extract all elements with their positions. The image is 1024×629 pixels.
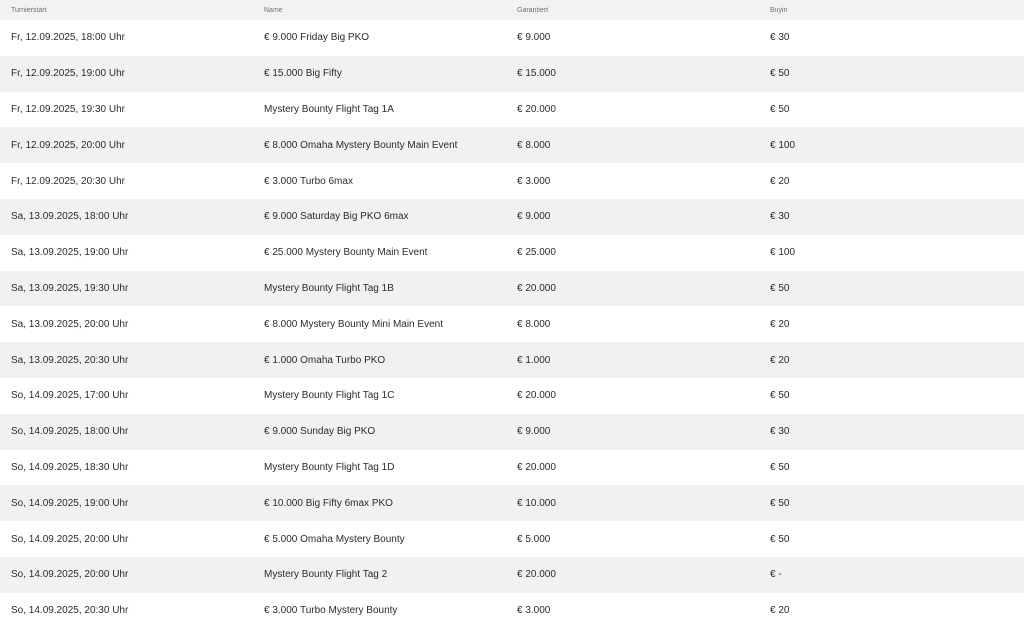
- cell-name: € 3.000 Turbo Mystery Bounty: [264, 605, 398, 617]
- cell-garantiert: € 15.000: [517, 68, 556, 80]
- table-row[interactable]: [0, 378, 1024, 414]
- cell-name: Mystery Bounty Flight Tag 1A: [264, 103, 394, 115]
- table-row[interactable]: [0, 557, 1024, 593]
- cell-buyin: € 50: [770, 497, 790, 509]
- cell-garantiert: € 20.000: [517, 282, 556, 294]
- cell-garantiert: € 1.000: [517, 354, 551, 366]
- cell-turnierstart: Fr, 12.09.2025, 20:00 Uhr: [11, 139, 125, 151]
- cell-name: € 5.000 Omaha Mystery Bounty: [264, 533, 405, 545]
- table-row[interactable]: [0, 342, 1024, 378]
- cell-name: Mystery Bounty Flight Tag 1C: [264, 390, 395, 402]
- cell-turnierstart: So, 14.09.2025, 19:00 Uhr: [11, 497, 129, 509]
- cell-turnierstart: Fr, 12.09.2025, 20:30 Uhr: [11, 175, 125, 187]
- cell-buyin: € 100: [770, 247, 796, 259]
- cell-buyin: € 50: [770, 390, 790, 402]
- cell-garantiert: € 20.000: [517, 103, 556, 115]
- cell-name: Mystery Bounty Flight Tag 1B: [264, 282, 394, 294]
- table-row[interactable]: [0, 20, 1024, 56]
- header-buyin[interactable]: Buyin: [770, 6, 788, 14]
- cell-turnierstart: Fr, 12.09.2025, 19:30 Uhr: [11, 103, 125, 115]
- table-row[interactable]: [0, 199, 1024, 235]
- table-row[interactable]: [0, 450, 1024, 486]
- header-turnierstart[interactable]: Turnierstart: [11, 6, 47, 14]
- cell-buyin: € -: [770, 569, 782, 581]
- cell-garantiert: € 8.000: [517, 318, 551, 330]
- cell-turnierstart: So, 14.09.2025, 20:00 Uhr: [11, 569, 129, 581]
- cell-turnierstart: Sa, 13.09.2025, 18:00 Uhr: [11, 211, 129, 223]
- cell-garantiert: € 20.000: [517, 390, 556, 402]
- table-row[interactable]: [0, 593, 1024, 629]
- cell-garantiert: € 25.000: [517, 247, 556, 259]
- cell-garantiert: € 9.000: [517, 211, 551, 223]
- cell-buyin: € 50: [770, 68, 790, 80]
- table-row[interactable]: [0, 56, 1024, 92]
- cell-turnierstart: Fr, 12.09.2025, 18:00 Uhr: [11, 32, 125, 44]
- cell-buyin: € 30: [770, 426, 790, 438]
- cell-garantiert: € 5.000: [517, 533, 551, 545]
- cell-garantiert: € 9.000: [517, 32, 551, 44]
- cell-name: Mystery Bounty Flight Tag 2: [264, 569, 388, 581]
- cell-name: € 8.000 Mystery Bounty Mini Main Event: [264, 318, 443, 330]
- cell-buyin: € 20: [770, 605, 790, 617]
- cell-buyin: € 50: [770, 282, 790, 294]
- cell-name: Mystery Bounty Flight Tag 1D: [264, 461, 395, 473]
- table-row[interactable]: [0, 127, 1024, 163]
- cell-turnierstart: So, 14.09.2025, 18:30 Uhr: [11, 461, 129, 473]
- cell-name: € 1.000 Omaha Turbo PKO: [264, 354, 386, 366]
- table-header: [0, 0, 1024, 20]
- table-row[interactable]: [0, 306, 1024, 342]
- cell-name: € 10.000 Big Fifty 6max PKO: [264, 497, 393, 509]
- cell-buyin: € 30: [770, 211, 790, 223]
- cell-name: € 9.000 Saturday Big PKO 6max: [264, 211, 409, 223]
- cell-buyin: € 30: [770, 32, 790, 44]
- table-body: [0, 20, 1024, 629]
- cell-garantiert: € 20.000: [517, 569, 556, 581]
- cell-garantiert: € 8.000: [517, 139, 551, 151]
- cell-garantiert: € 20.000: [517, 461, 556, 473]
- cell-turnierstart: Sa, 13.09.2025, 20:00 Uhr: [11, 318, 129, 330]
- cell-buyin: € 100: [770, 139, 796, 151]
- cell-buyin: € 50: [770, 461, 790, 473]
- cell-turnierstart: So, 14.09.2025, 18:00 Uhr: [11, 426, 129, 438]
- header-garantiert[interactable]: Garantiert: [517, 6, 549, 14]
- cell-buyin: € 50: [770, 533, 790, 545]
- cell-name: € 3.000 Turbo 6max: [264, 175, 353, 187]
- table-row[interactable]: [0, 92, 1024, 128]
- table-row[interactable]: [0, 163, 1024, 199]
- cell-buyin: € 20: [770, 175, 790, 187]
- table-row[interactable]: [0, 485, 1024, 521]
- table-row[interactable]: [0, 235, 1024, 271]
- cell-turnierstart: Fr, 12.09.2025, 19:00 Uhr: [11, 68, 125, 80]
- cell-garantiert: € 3.000: [517, 605, 551, 617]
- cell-turnierstart: So, 14.09.2025, 17:00 Uhr: [11, 390, 129, 402]
- cell-turnierstart: Sa, 13.09.2025, 20:30 Uhr: [11, 354, 129, 366]
- cell-name: € 25.000 Mystery Bounty Main Event: [264, 247, 428, 259]
- cell-garantiert: € 3.000: [517, 175, 551, 187]
- cell-garantiert: € 9.000: [517, 426, 551, 438]
- cell-buyin: € 20: [770, 318, 790, 330]
- cell-turnierstart: So, 14.09.2025, 20:30 Uhr: [11, 605, 129, 617]
- table-row[interactable]: [0, 414, 1024, 450]
- cell-name: € 9.000 Sunday Big PKO: [264, 426, 376, 438]
- cell-name: € 8.000 Omaha Mystery Bounty Main Event: [264, 139, 458, 151]
- cell-name: € 9.000 Friday Big PKO: [264, 32, 370, 44]
- header-name[interactable]: Name: [264, 6, 283, 14]
- cell-buyin: € 50: [770, 103, 790, 115]
- cell-buyin: € 20: [770, 354, 790, 366]
- cell-turnierstart: Sa, 13.09.2025, 19:30 Uhr: [11, 282, 129, 294]
- cell-name: € 15.000 Big Fifty: [264, 68, 342, 80]
- cell-turnierstart: Sa, 13.09.2025, 19:00 Uhr: [11, 247, 129, 259]
- table-row[interactable]: [0, 271, 1024, 307]
- cell-turnierstart: So, 14.09.2025, 20:00 Uhr: [11, 533, 129, 545]
- cell-garantiert: € 10.000: [517, 497, 556, 509]
- table-row[interactable]: [0, 521, 1024, 557]
